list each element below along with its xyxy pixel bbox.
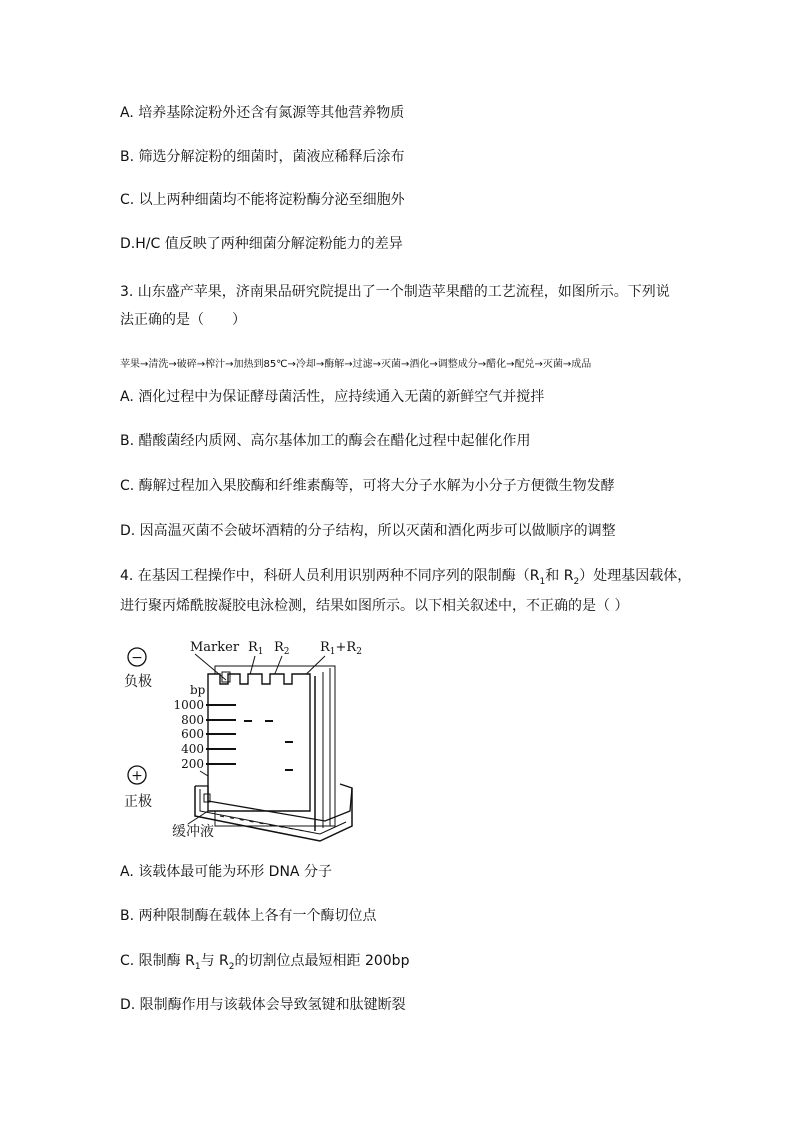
- q2-option-a: A. 培养基除淀粉外还含有氮源等其他营养物质: [120, 105, 405, 121]
- q4-stem-line2: 进行聚丙烯酰胺凝胶电泳检测，结果如图所示。以下相关叙述中，不正确的是（ ）: [120, 598, 629, 614]
- negative-symbol: −: [131, 650, 143, 666]
- q3-stem-line2: 法正确的是（ ）: [120, 312, 246, 328]
- positive-wire: [200, 771, 208, 776]
- lane-label-marker: Marker: [190, 640, 240, 655]
- q4-option-a: A. 该载体最可能为环形 DNA 分子: [120, 864, 332, 880]
- tick-400: 400: [181, 742, 204, 756]
- lane-label-r2: $R_2$: [274, 640, 290, 657]
- negative-label: 负极: [124, 674, 152, 690]
- electrophoresis-figure: [120, 636, 370, 846]
- positive-label: 正极: [124, 794, 152, 810]
- tick-200: 200: [181, 757, 204, 771]
- lane-label-r1-r2: $R_1+R_2$: [320, 640, 362, 657]
- electrophoresis-diagram: [120, 636, 370, 846]
- q2-option-c: C. 以上两种细菌均不能将淀粉酶分泌至细胞外: [120, 192, 405, 208]
- q3-stem-line1: 3. 山东盛产苹果，济南果品研究院提出了一个制造苹果醋的工艺流程，如图所示。下列说: [120, 284, 670, 300]
- q4-option-d: D. 限制酶作用与该载体会导致氢键和肽键断裂: [120, 997, 406, 1013]
- q3-option-c: C. 酶解过程加入果胶酶和纤维素酶等，可将大分子水解为小分子方便微生物发酵: [120, 478, 615, 494]
- q2-option-b: B. 筛选分解淀粉的细菌时，菌液应稀释后涂布: [120, 149, 405, 165]
- q2-option-d: D.H/C 值反映了两种细菌分解淀粉能力的差异: [120, 236, 403, 252]
- gel-front-plate: [208, 674, 310, 811]
- buffer-label: 缓冲液: [172, 824, 214, 840]
- q3-process-flow: 苹果→清洗→破碎→榨汁→加热到85℃→冷却→酶解→过滤→灭菌→酒化→调整成分→醋化→配兑→灭菌→成品: [120, 359, 592, 370]
- axis-unit: bp: [190, 683, 206, 697]
- q4-option-c: C. 限制酶 $R_1$与 $R_2$的切割位点最短相距 200bp: [120, 953, 410, 972]
- tick-600: 600: [181, 727, 204, 741]
- q4-stem-line1: 4. 在基因工程操作中，科研人员利用识别两种不同序列的限制酶（$R_1$和 $R_2$）处理基因载体，: [120, 568, 692, 587]
- tick-1000: 1000: [173, 698, 204, 712]
- positive-symbol: +: [131, 768, 143, 784]
- tick-800: 800: [181, 713, 204, 727]
- q4-option-b: B. 两种限制酶在载体上各有一个酶切位点: [120, 908, 377, 924]
- q3-option-a: A. 酒化过程中为保证酵母菌活性，应持续通入无菌的新鲜空气并搅拌: [120, 389, 545, 405]
- lane-label-r1: $R_1$: [248, 640, 264, 657]
- q3-option-d: D. 因高温灭菌不会破坏酒精的分子结构，所以灭菌和酒化两步可以做顺序的调整: [120, 523, 616, 539]
- q3-option-b: B. 醋酸菌经内质网、高尔基体加工的酶会在醋化过程中起催化作用: [120, 433, 531, 449]
